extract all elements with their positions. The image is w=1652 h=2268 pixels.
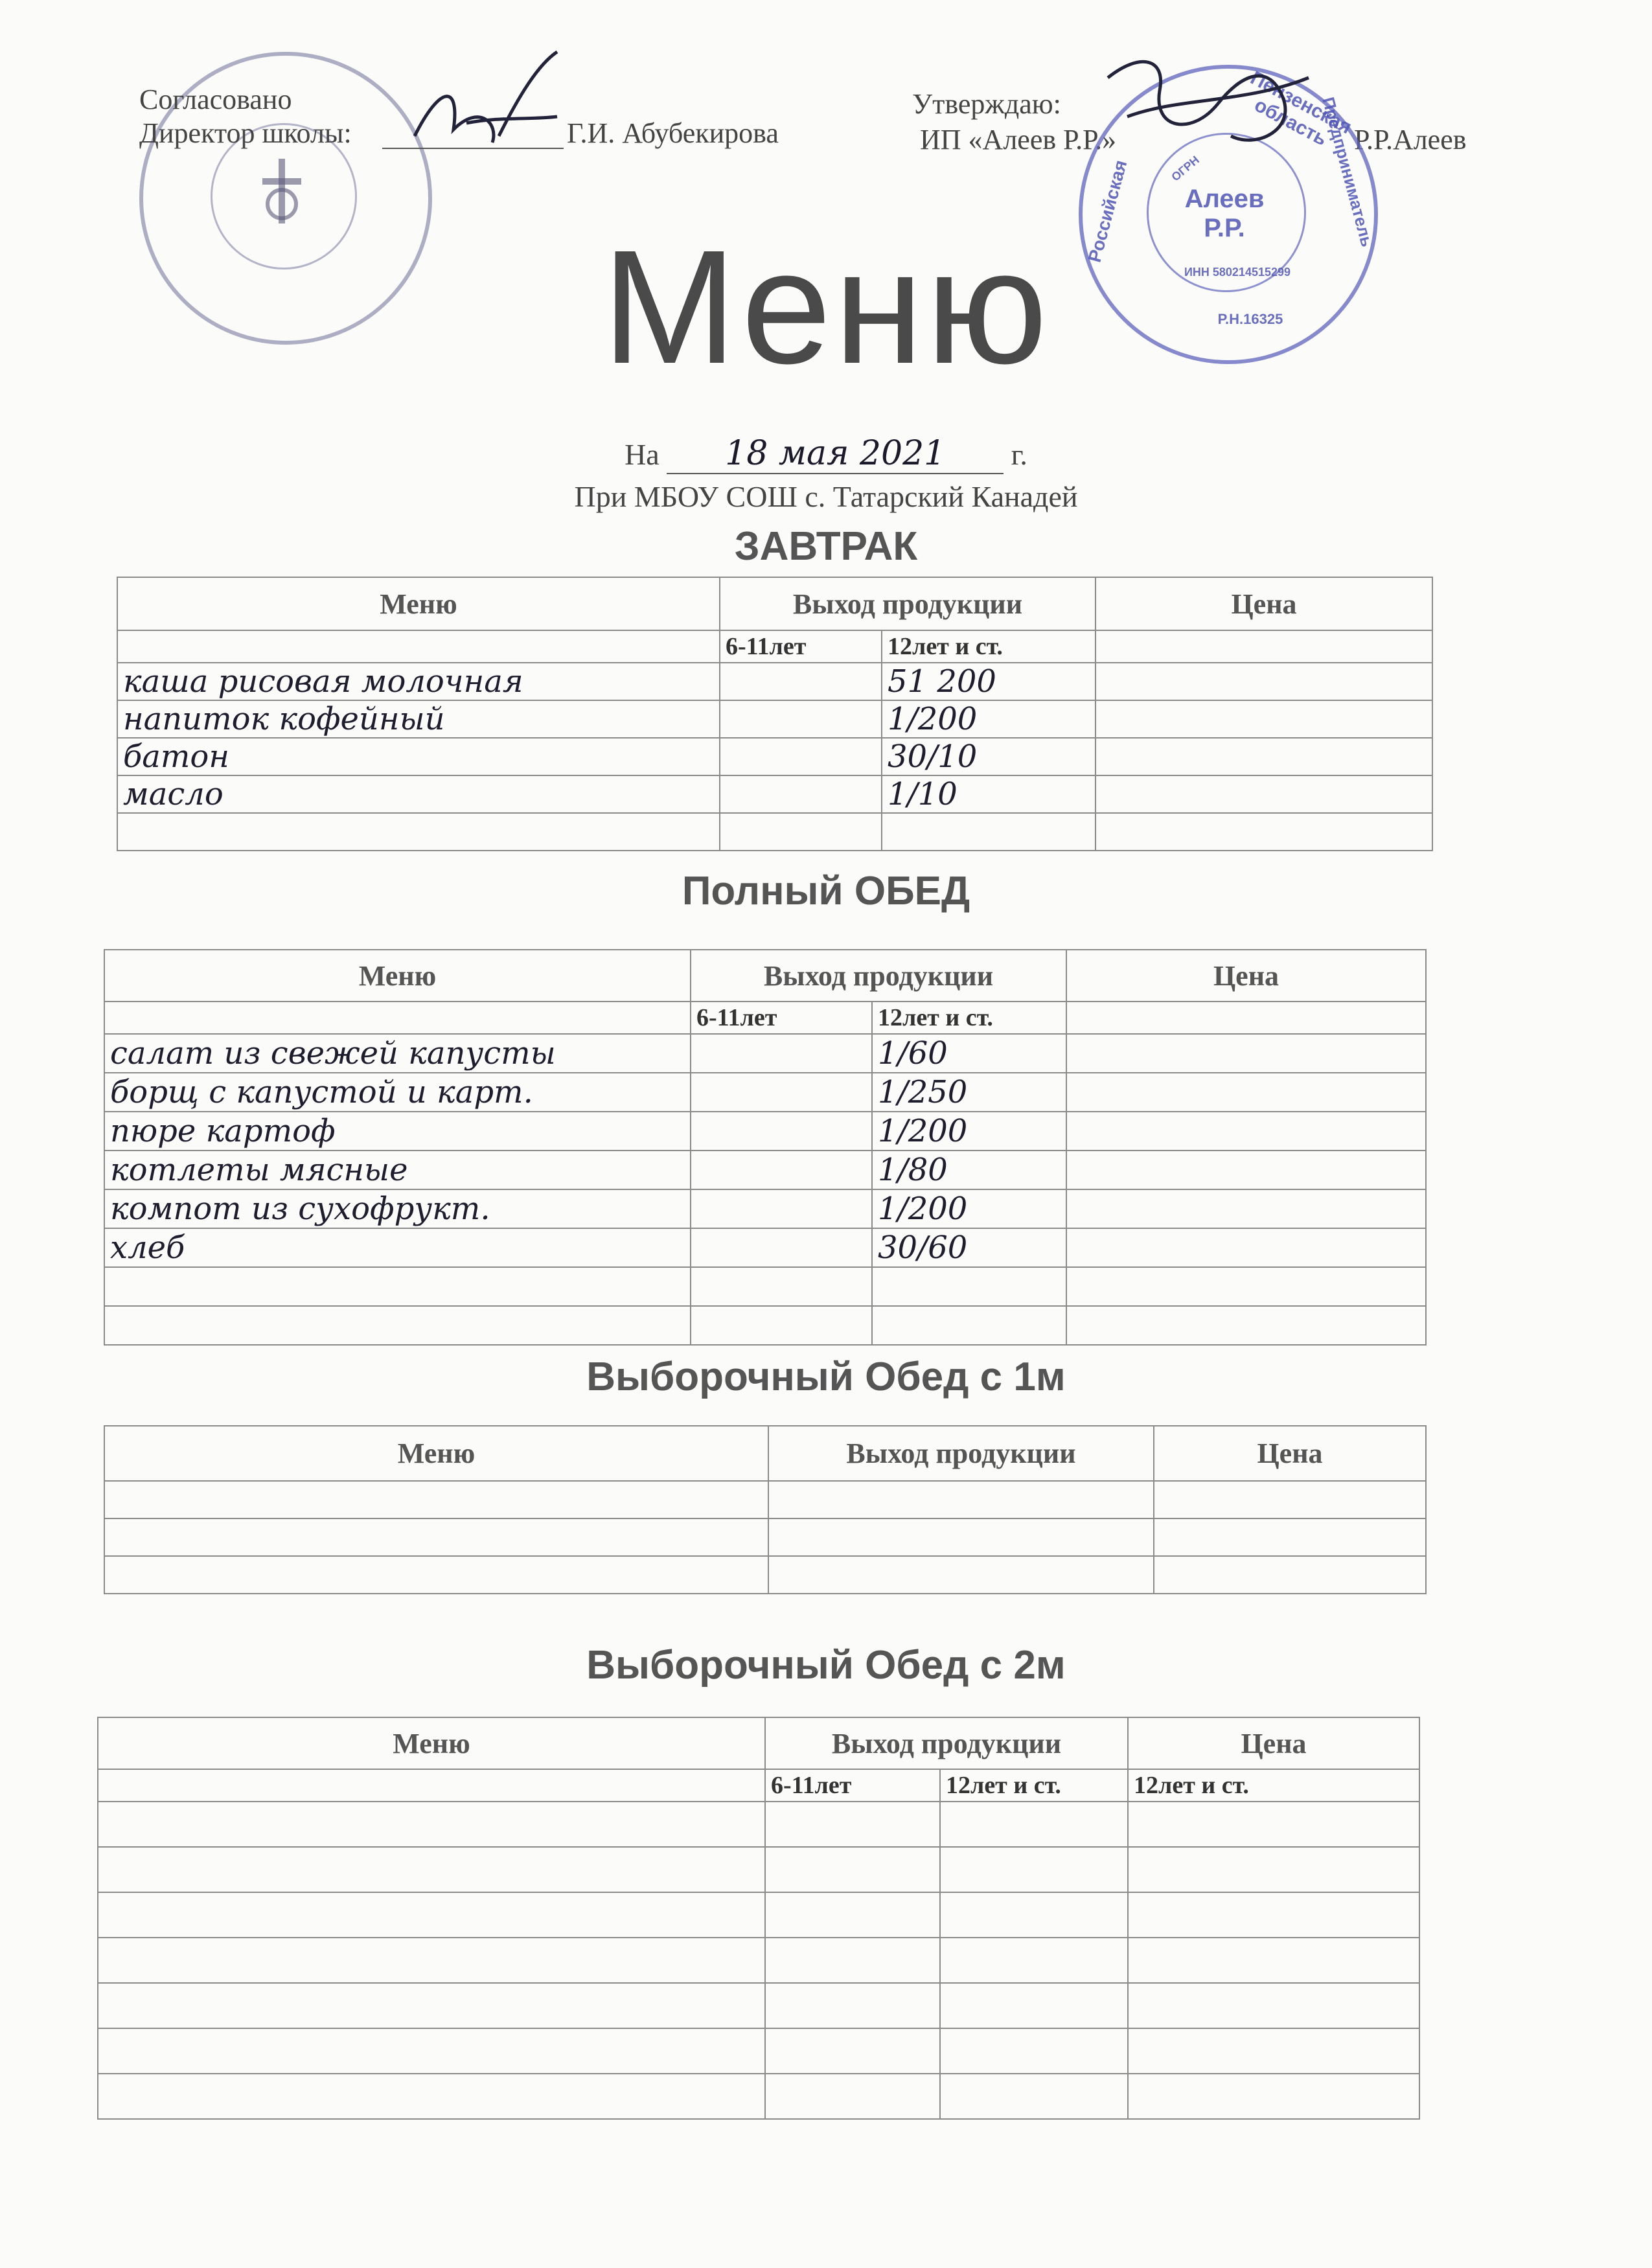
agreed-label: Согласовано — [139, 84, 292, 115]
ip-stamp-center-initials: Р.Р. — [1204, 214, 1245, 242]
ip-label: ИП «Алеев Р.Р.» — [920, 124, 1117, 155]
breakfast-item: масло — [117, 775, 720, 813]
choice2-sub-6-11: 6-11лет — [765, 1769, 940, 1802]
choice2-sub-12: 12лет и ст. — [940, 1769, 1128, 1802]
table-row — [98, 2028, 1419, 2074]
ip-stamp-country: Российская — [1084, 157, 1131, 265]
choice2-sub-12-price: 12лет и ст. — [1128, 1769, 1419, 1802]
table-row — [117, 775, 1432, 813]
date-line — [0, 434, 1652, 474]
table-row — [98, 1983, 1419, 2028]
ip-stamp-region: Пензенская область — [1246, 67, 1355, 150]
table-row — [104, 1518, 1426, 1556]
lunch-sub-6-11: 6-11лет — [691, 1002, 872, 1034]
ip-stamp-inn: ИНН 580214515299 — [1184, 266, 1291, 279]
breakfast-title: ЗАВТРАК — [734, 524, 918, 569]
ip-stamp-ogrn: ОГРН — [1169, 153, 1202, 184]
breakfast-item: каша рисовая молочная — [117, 663, 720, 700]
table-row — [98, 1938, 1419, 1983]
table-row — [117, 700, 1432, 738]
lunch-item: компот из сухофрукт. — [104, 1189, 691, 1228]
ip-stamp-role: Предприниматель — [1318, 95, 1377, 249]
lunch-item: котлеты мясные — [104, 1151, 691, 1189]
breakfast-output: 30/10 — [882, 738, 1096, 775]
approve-label: Утверждаю: — [912, 88, 1061, 120]
ip-stamp-center-name: Алеев — [1184, 185, 1265, 213]
table-row — [104, 1556, 1426, 1594]
date-suffix: г. — [1011, 438, 1027, 471]
breakfast-sub-empty — [117, 630, 720, 663]
breakfast-output: 51 200 — [882, 663, 1096, 700]
lunch-output: 1/60 — [872, 1034, 1066, 1073]
choice2-table — [97, 1717, 1420, 2120]
breakfast-sub-12: 12лет и ст. — [882, 630, 1096, 663]
breakfast-output: 1/10 — [882, 775, 1096, 813]
breakfast-output: 1/200 — [882, 700, 1096, 738]
table-row — [104, 1112, 1426, 1151]
page-title: Меню — [602, 216, 1050, 397]
table-row — [117, 663, 1432, 700]
lunch-output: 1/200 — [872, 1189, 1066, 1228]
choice1-title: Выборочный Обед с 1м — [586, 1355, 1066, 1399]
director-signature — [402, 45, 570, 155]
choice2-col-price: Цена — [1128, 1717, 1419, 1769]
lunch-sub-12: 12лет и ст. — [872, 1002, 1066, 1034]
lunch-title: Полный ОБЕД — [682, 869, 970, 913]
breakfast-sub-price — [1096, 630, 1432, 663]
table-row — [117, 813, 1432, 851]
table-row — [117, 738, 1432, 775]
choice2-col-output: Выход продукции — [765, 1717, 1128, 1769]
lunch-item: пюре картоф — [104, 1112, 691, 1151]
choice1-col-output: Выход продукции — [768, 1426, 1154, 1481]
school-name: При МБОУ СОШ с. Татарский Канадей — [574, 480, 1078, 513]
ip-stamp-reg: Р.Н.16325 — [1217, 311, 1283, 327]
choice1-col-menu: Меню — [104, 1426, 768, 1481]
date-handwritten: 18 мая 2021 — [667, 434, 1004, 474]
breakfast-item: батон — [117, 738, 720, 775]
breakfast-col-menu: Меню — [117, 577, 720, 630]
table-row — [104, 1267, 1426, 1306]
lunch-item: хлеб — [104, 1228, 691, 1267]
breakfast-item: напиток кофейный — [117, 700, 720, 738]
date-prefix: На — [625, 438, 660, 471]
table-row — [98, 2074, 1419, 2119]
lunch-output: 1/250 — [872, 1073, 1066, 1112]
table-row — [104, 1073, 1426, 1112]
table-row — [104, 1151, 1426, 1189]
breakfast-col-price: Цена — [1096, 577, 1432, 630]
ip-signature — [1088, 39, 1335, 181]
lunch-output: 1/200 — [872, 1112, 1066, 1151]
director-name: Г.И. Абубекирова — [567, 117, 779, 149]
table-row — [98, 1847, 1419, 1892]
breakfast-table — [117, 577, 1433, 851]
ip-name: Р.Р.Алеев — [1354, 124, 1467, 155]
lunch-col-price: Цена — [1066, 950, 1426, 1002]
lunch-table — [104, 949, 1427, 1346]
table-row — [104, 1481, 1426, 1518]
lunch-output: 1/80 — [872, 1151, 1066, 1189]
table-row — [104, 1034, 1426, 1073]
table-row — [98, 1892, 1419, 1938]
table-row — [104, 1228, 1426, 1267]
table-row — [104, 1189, 1426, 1228]
breakfast-sub-6-11: 6-11лет — [720, 630, 882, 663]
breakfast-col-output: Выход продукции — [720, 577, 1096, 630]
lunch-item: борщ с капустой и карт. — [104, 1073, 691, 1112]
lunch-output: 30/60 — [872, 1228, 1066, 1267]
lunch-col-menu: Меню — [104, 950, 691, 1002]
table-row — [98, 1802, 1419, 1847]
lunch-col-output: Выход продукции — [691, 950, 1066, 1002]
director-label: Директор школы: — [139, 117, 352, 149]
choice2-title: Выборочный Обед с 2м — [586, 1643, 1066, 1688]
choice1-table — [104, 1425, 1427, 1594]
lunch-item: салат из свежей капусты — [104, 1034, 691, 1073]
choice2-col-menu: Меню — [98, 1717, 765, 1769]
table-row — [104, 1306, 1426, 1345]
choice1-col-price: Цена — [1154, 1426, 1426, 1481]
